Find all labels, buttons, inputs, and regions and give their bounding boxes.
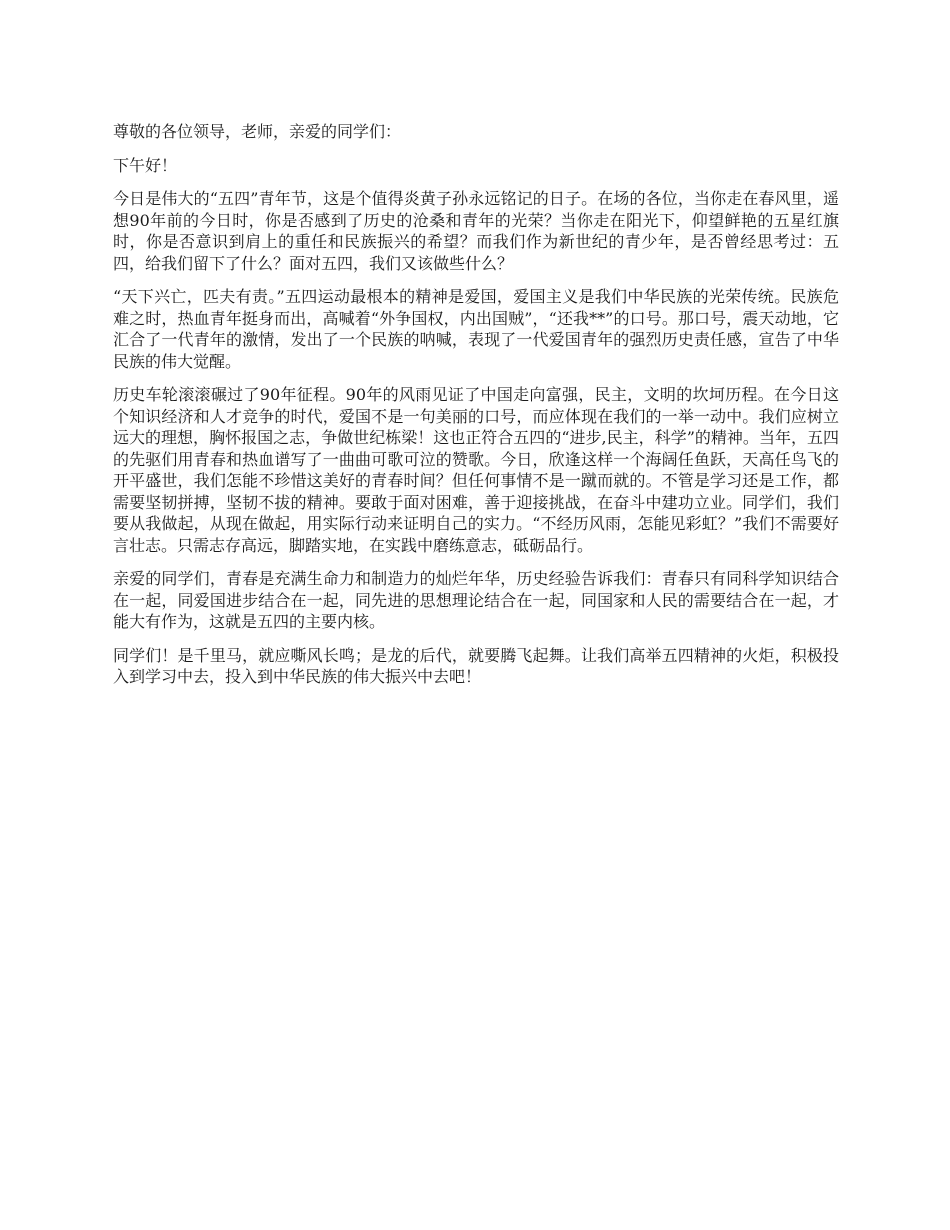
document-body xyxy=(113,121,839,700)
salutation: 尊敬的各位领导，老师，亲爱的同学们： xyxy=(113,122,402,141)
paragraph: 亲爱的同学们，青春是充满生命力和制造力的灿烂年华，历史经验告诉我们：青春只有同科学知识结合在一起，同爱国进步结合在一起，同先进的思想理论结合在一起，同国家和人民的需要结合在一起，才能大有作为，这就是五四的主要内核。 xyxy=(113,569,839,631)
closing-paragraph: 同学们！是千里马，就应嘶风长鸣；是龙的后代，就要腾飞起舞。让我们高举五四精神的火炬，积极投入到学习中去，投入到中华民族的伟大振兴中去吧！ xyxy=(113,645,839,686)
paragraph: 今日是伟大的“五四”青年节，这是个值得炎黄子孙永远铭记的日子。在场的各位，当你走在春风里，遥想90年前的今日时，你是否感到了历史的沧桑和青年的光荣？当你走在阳光下，仰望鲜艳的五星红旗时，你是否意识到肩上的重任和民族振兴的希望？而我们作为新世纪的青少年，是否曾经思考过：五四，给我们留下了什么？面对五四，我们又该做些什么？ xyxy=(113,189,839,273)
paragraph: 历史车轮滚滚碾过了90年征程。90年的风雨见证了中国走向富强，民主，文明的坎坷历程。在今日这个知识经济和人才竞争的时代，爱国不是一句美丽的口号，而应体现在我们的一举一动中。我们应树立远大的理想，胸怀报国之志，争做世纪栋梁！这也正符合五四的“进步,民主，科学”的精神。当年，五四的先驱们用青春和热血谱写了一曲曲可歌可泣的赞歌。今日，欣逢这样一个海阔任鱼跃，天高任鸟飞的开平盛世，我们怎能不珍惜这美好的青春时间？但任何事情不是一蹴而就的。不管是学习还是工作，都需要坚韧拼搏，坚韧不拔的精神。要敢于面对困难，善于迎接挑战，在奋斗中建功立业。同学们，我们要从我做起，从现在做起，用实际行动来证明自己的实力。“不经历风雨，怎能见彩虹？”我们不需要好言壮志。只需志存高远，脚踏实地，在实践中磨练意志，砥砺品行。 xyxy=(113,385,839,555)
paragraph: “天下兴亡，匹夫有责。”五四运动最根本的精神是爱国，爱国主义是我们中华民族的光荣传统。民族危难之时，热血青年挺身而出，高喊着“外争国权，内出国贼”，“还我**”的口号。那口号，震天动地，它汇合了一代青年的激情，发出了一个民族的呐喊，表现了一代爱国青年的强烈历史责任感，宣告了中华民族的伟大觉醒。 xyxy=(113,287,839,371)
greeting: 下午好！ xyxy=(113,155,178,175)
